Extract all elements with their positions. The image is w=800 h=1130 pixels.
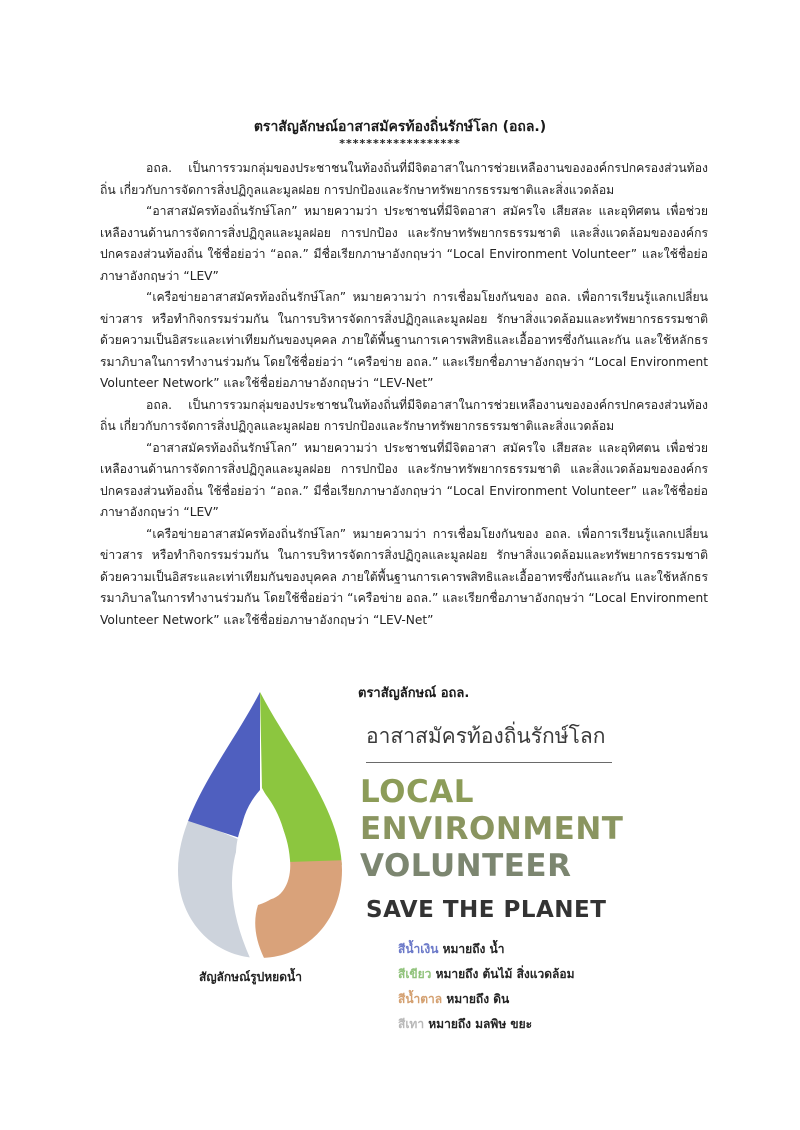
paragraph: “เครือข่ายอาสาสมัครท้องถิ่นรักษ์โลก” หมายความว่า การเชื่อมโยงกันของ อถล. เพื่อการเรียนรู้แลกเปลี่ยนข่าวสาร หรือทำกิจกรรมร่วมกัน ในการบริหารจัดการสิ่งปฏิกูลและมูลฝอย รักษาสิ่งแวดล้อมและทรัพยากรธรรมชาติด้วยความเป็นอิสระและเท่าเทียมกันของบุคคล ภายใต้พื้นฐานการเคารพสิทธิและเอื้ออาทรซึ่งกันและกัน และใช้หลักธรรมาภิบาลในการทำงานร่วมกัน โดยใช้ชื่อย่อว่า “เครือข่าย อถล.” และเรียกชื่อภาษาอังกฤษว่า “Local Environment Volunteer Network” และใช้ชื่อย่อภาษาอังกฤษว่า “LEV-Net” [100,526,708,627]
color-name-blue: สีน้ำเงิน [398,942,439,956]
color-meaning-text: หมายถึง น้ำ [438,942,505,956]
color-meaning-item [398,962,575,987]
water-drop-logo [170,690,350,960]
color-meaning-item [398,937,575,962]
title-underline-stars: ****************** [339,137,461,150]
color-meanings-list [398,937,575,1037]
paragraph: อถล. เป็นการรวมกลุ่มของประชาชนในท้องถิ่นที่มีจิตอาสาในการช่วยเหลืองานขององค์กรปกครองส่วนท้องถิ่น เกี่ยวกับการจัดการสิ่งปฏิกูลและมูลฝอย การปกป้องและรักษาทรัพยากรธรรมชาติและสิ่งแวดล้อม [100,397,708,433]
page-title: ตราสัญลักษณ์อาสาสมัครท้องถิ่นรักษ์โลก (อถล.) [253,119,547,135]
logo-english-line: LOCAL [360,774,474,810]
color-name-gray: สีเทา [398,1017,425,1031]
paragraph: อถล. เป็นการรวมกลุ่มของประชาชนในท้องถิ่นที่มีจิตอาสาในการช่วยเหลืองานขององค์กรปกครองส่วนท้องถิ่น เกี่ยวกับการจัดการสิ่งปฏิกูลและมูลฝอย การปกป้องและรักษาทรัพยากรธรรมชาติและสิ่งแวดล้อม [100,161,708,197]
logo-slogan: SAVE THE PLANET [366,897,607,923]
logo-divider [366,762,612,763]
color-meaning-item [398,1012,575,1037]
color-meaning-text: หมายถึง ดิน [442,992,510,1006]
color-meaning-item [398,987,575,1012]
document-body [100,158,708,631]
logo-section-header: ตราสัญลักษณ์ อถล. [358,686,470,701]
color-name-green: สีเขียว [398,967,432,981]
logo-thai-name: อาสาสมัครท้องถิ่นรักษ์โลก [366,724,606,748]
paragraph: “อาสาสมัครท้องถิ่นรักษ์โลก” หมายความว่า ประชาชนที่มีจิตอาสา สมัครใจ เสียสละ และอุทิศตน เพื่อช่วยเหลืองานด้านการจัดการสิ่งปฏิกูลและมูลฝอย การปกป้อง และรักษาทรัพยากรธรรมชาติ และสิ่งแวดล้อมขององค์กรปกครองส่วนท้องถิ่น ใช้ชื่อย่อว่า “อถล.” มีชื่อเรียกภาษาอังกฤษว่า “Local Environment Volunteer” และใช้ชื่อย่อภาษาอังกฤษว่า “LEV” [100,204,708,283]
paragraph: “เครือข่ายอาสาสมัครท้องถิ่นรักษ์โลก” หมายความว่า การเชื่อมโยงกันของ อถล. เพื่อการเรียนรู้แลกเปลี่ยนข่าวสาร หรือทำกิจกรรมร่วมกัน ในการบริหารจัดการสิ่งปฏิกูลและมูลฝอย รักษาสิ่งแวดล้อมและทรัพยากรธรรมชาติด้วยความเป็นอิสระและเท่าเทียมกันของบุคคล ภายใต้พื้นฐานการเคารพสิทธิและเอื้ออาทรซึ่งกันและกัน และใช้หลักธรรมาภิบาลในการทำงานร่วมกัน โดยใช้ชื่อย่อว่า “เครือข่าย อถล.” และเรียกชื่อภาษาอังกฤษว่า “Local Environment Volunteer Network” และใช้ชื่อย่อภาษาอังกฤษว่า “LEV-Net” [100,290,708,390]
color-meaning-text: หมายถึง ต้นไม้ สิ่งแวดล้อม [431,967,575,981]
logo-english-line: VOLUNTEER [360,848,572,884]
color-name-brown: สีน้ำตาล [398,992,443,1006]
drop-caption: สัญลักษณ์รูปหยดน้ำ [199,970,302,984]
color-meaning-text: หมายถึง มลพิษ ขยะ [424,1017,533,1031]
logo-english-line: ENVIRONMENT [360,811,624,847]
paragraph: “อาสาสมัครท้องถิ่นรักษ์โลก” หมายความว่า ประชาชนที่มีจิตอาสา สมัครใจ เสียสละ และอุทิศตน เพื่อช่วยเหลืองานด้านการจัดการสิ่งปฏิกูลและมูลฝอย การปกป้อง และรักษาทรัพยากรธรรมชาติ และสิ่งแวดล้อมขององค์กรปกครองส่วนท้องถิ่น ใช้ชื่อย่อว่า “อถล.” มีชื่อเรียกภาษาอังกฤษว่า “Local Environment Volunteer” และใช้ชื่อย่อภาษาอังกฤษว่า “LEV” [100,440,708,519]
